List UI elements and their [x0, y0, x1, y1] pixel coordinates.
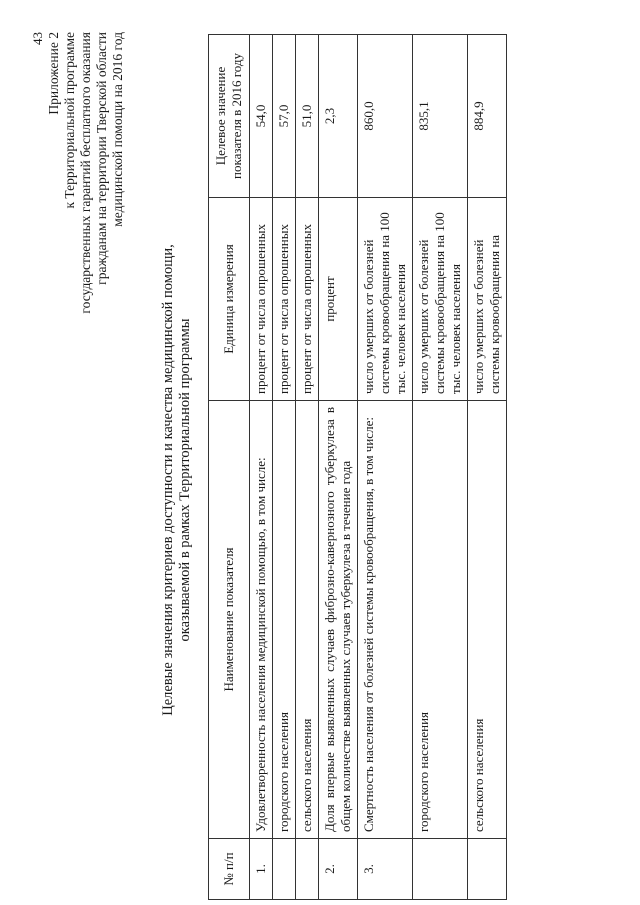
- appendix-line: гражданам на территории Тверской области: [94, 32, 109, 285]
- row-name: Удовлетворенность населения медицинской помощью, в том числе:: [250, 401, 273, 839]
- criteria-table: [208, 34, 507, 900]
- table-row: [413, 35, 468, 900]
- row-num: [413, 839, 468, 900]
- row-unit: процент от числа опрошенных: [250, 198, 273, 401]
- document-title: [160, 200, 194, 760]
- row-unit: процент: [319, 198, 358, 401]
- table-row: [250, 35, 273, 900]
- row-num: 1.: [250, 839, 273, 900]
- table-row: [358, 35, 413, 900]
- row-value: 884,9: [468, 35, 507, 198]
- row-num: 2.: [319, 839, 358, 900]
- header-unit: Единица измерения: [209, 198, 250, 401]
- row-unit: число умерших от болезней системы кровообращения на: [468, 198, 507, 401]
- appendix-header: [46, 32, 126, 392]
- table-header-row: [209, 35, 250, 900]
- table-row: [319, 35, 358, 900]
- row-num: [468, 839, 507, 900]
- header-num: № п/п: [209, 839, 250, 900]
- row-num: 3.: [358, 839, 413, 900]
- row-value: 2,3: [319, 35, 358, 198]
- row-name: Доля впервые выявленных случаев фиброзно-кавернозного туберкулеза в общем количестве выявленных случаев туберкулеза в течение года: [319, 401, 358, 839]
- title-line: оказываемой в рамках Территориальной программы: [177, 318, 193, 642]
- row-unit: процент от числа опрошенных: [296, 198, 319, 401]
- row-name: городского населения: [273, 401, 296, 839]
- row-num: [296, 839, 319, 900]
- row-name: городского населения: [413, 401, 468, 839]
- table-row: [468, 35, 507, 900]
- row-unit: число умерших от болезней системы кровообращения на 100 тыс. человек населения: [413, 198, 468, 401]
- row-name: Смертность населения от болезней системы кровообращения, в том числе:: [358, 401, 413, 839]
- title-line: Целевые значения критериев доступности и качества медицинской помощи,: [160, 244, 176, 716]
- header-name: Наименование показателя: [209, 401, 250, 839]
- row-unit: число умерших от болезней системы кровообращения на 100 тыс. человек населения: [358, 198, 413, 401]
- appendix-line: медицинской помощи на 2016 год: [110, 32, 125, 227]
- row-value: 860,0: [358, 35, 413, 198]
- appendix-line: к Территориальной программе: [62, 32, 77, 209]
- row-name: сельского населения: [296, 401, 319, 839]
- row-unit: процент от числа опрошенных: [273, 198, 296, 401]
- row-num: [273, 839, 296, 900]
- table-row: [296, 35, 319, 900]
- page-number: 43: [30, 32, 45, 45]
- appendix-line: Приложение 2: [46, 32, 61, 115]
- table-row: [273, 35, 296, 900]
- row-value: 835,1: [413, 35, 468, 198]
- header-value: Целевое значение показателя в 2016 году: [209, 35, 250, 198]
- appendix-line: государственных гарантий бесплатного оказания: [78, 32, 93, 314]
- row-name: сельского населения: [468, 401, 507, 839]
- row-value: 54,0: [250, 35, 273, 198]
- row-value: 51,0: [296, 35, 319, 198]
- row-value: 57,0: [273, 35, 296, 198]
